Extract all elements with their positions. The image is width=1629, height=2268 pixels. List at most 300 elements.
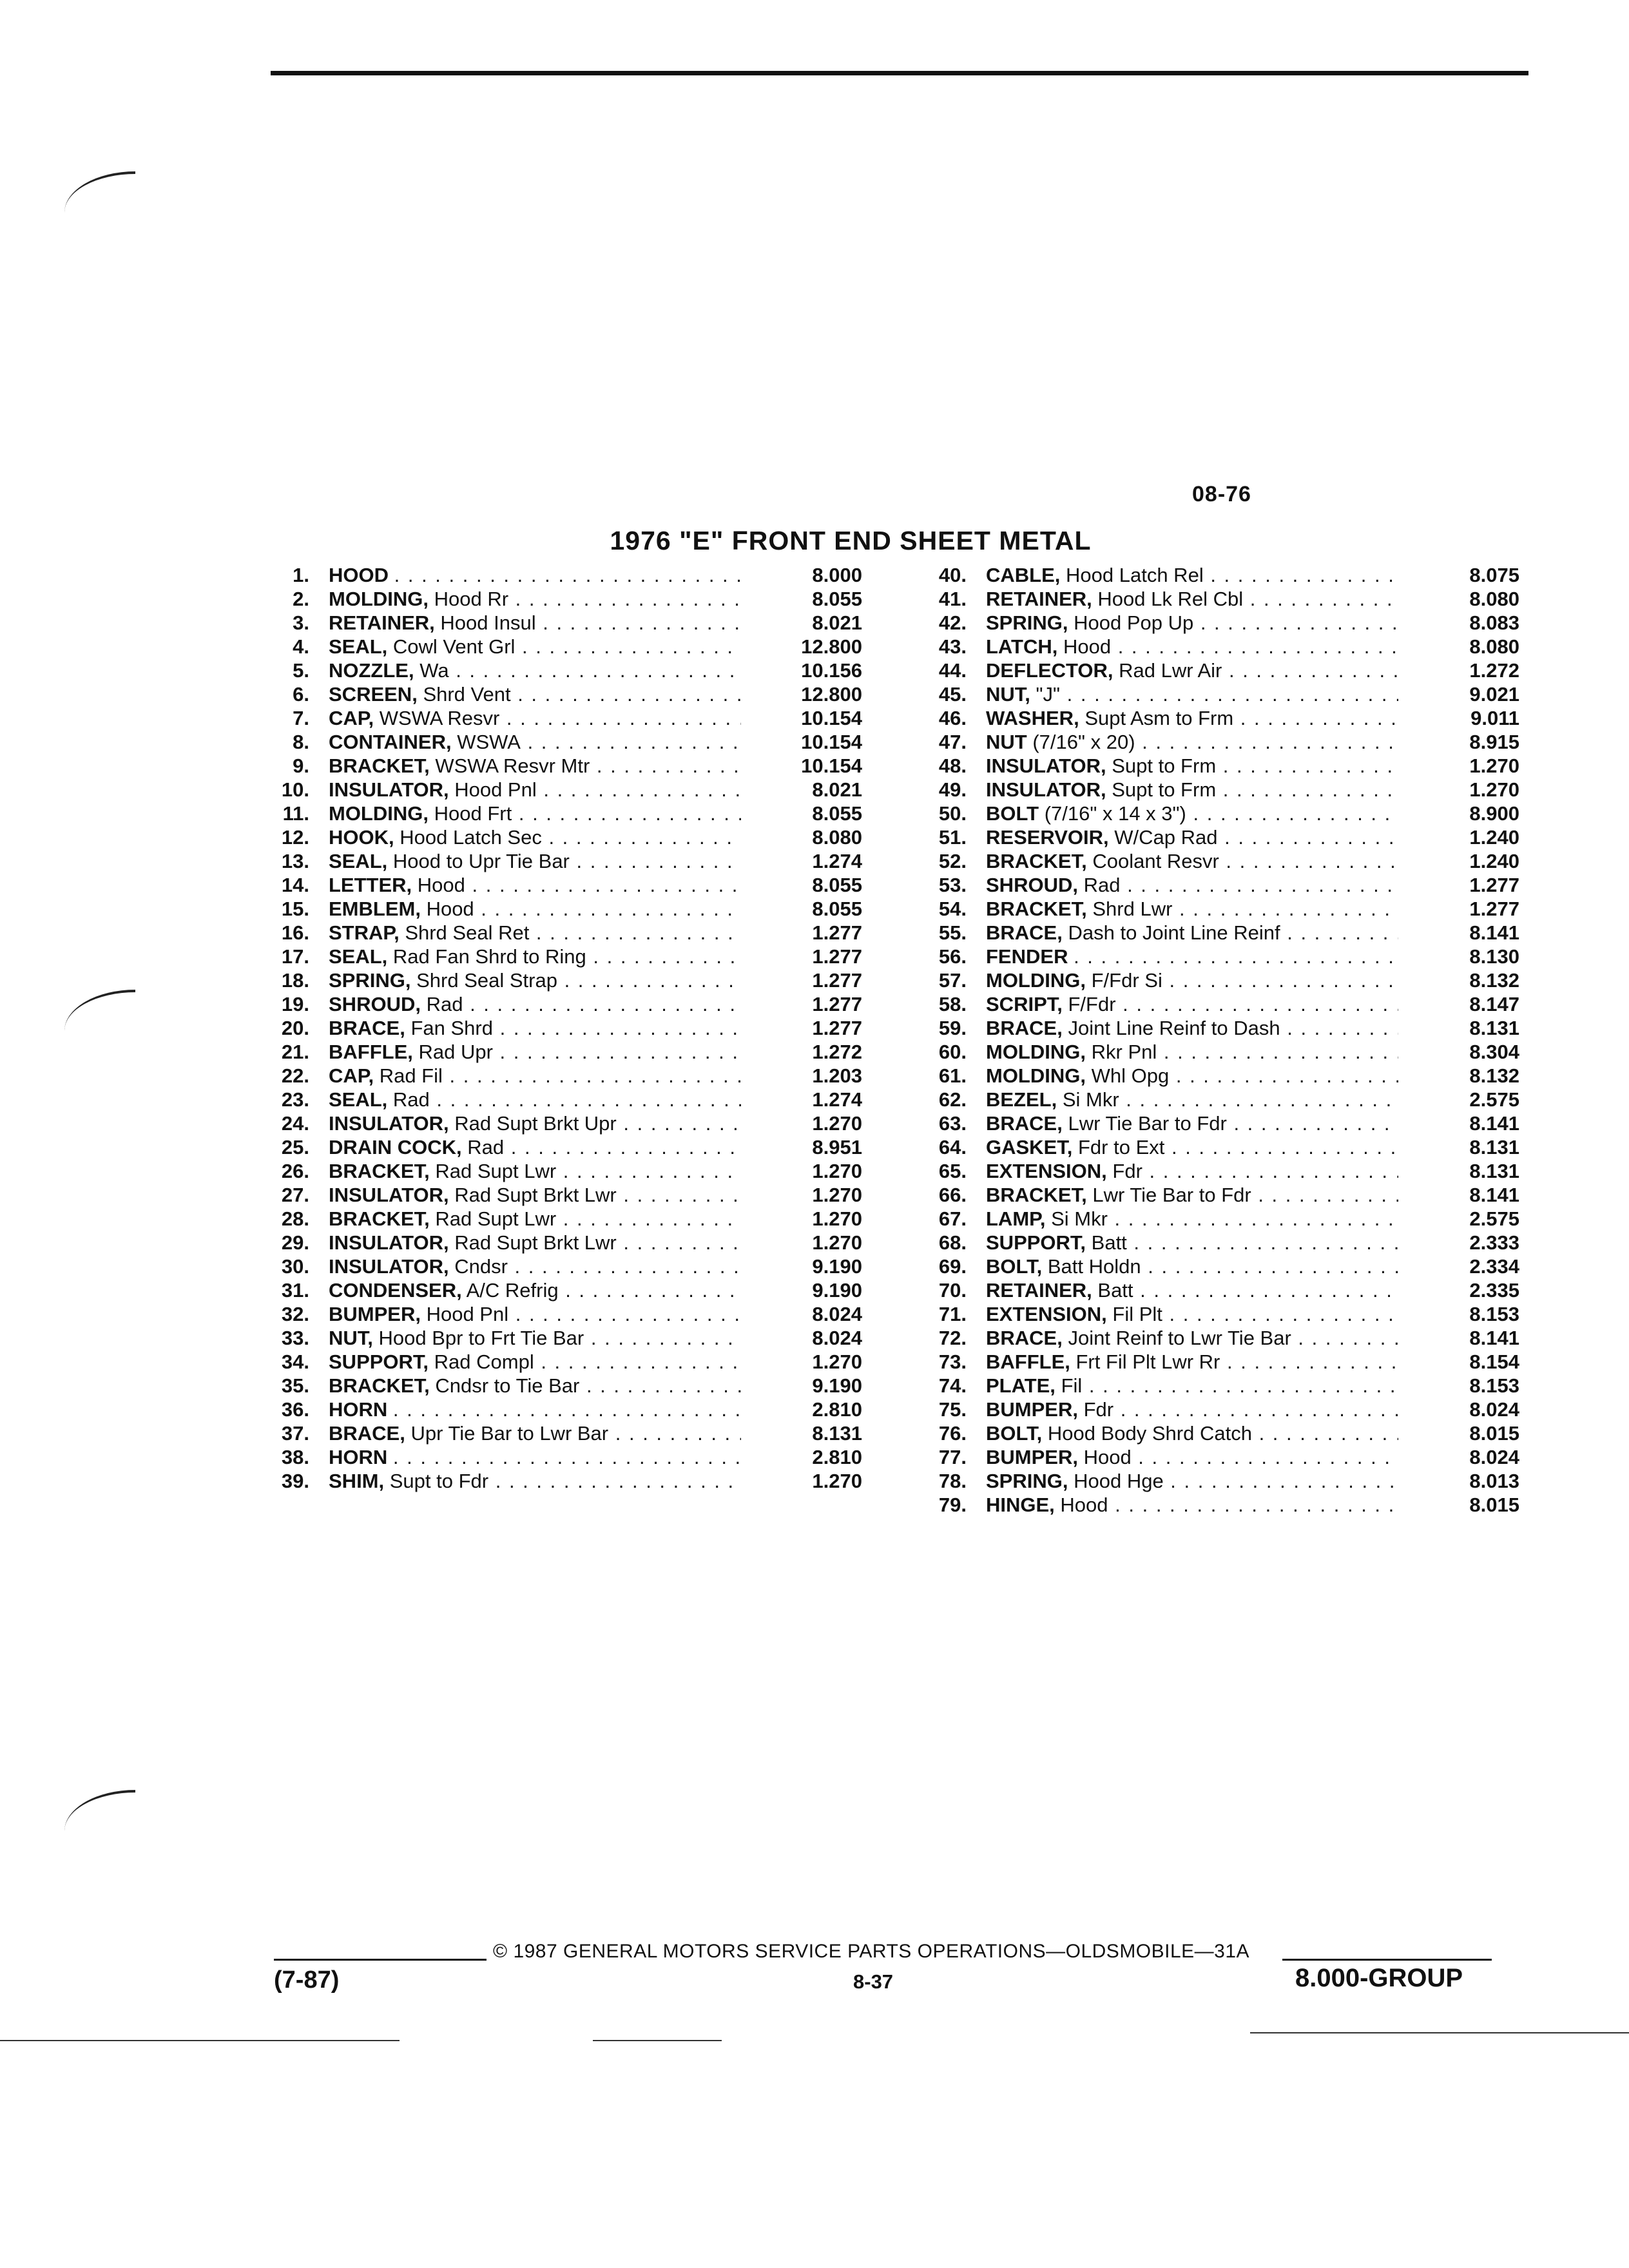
part-number: 76. [938, 1422, 967, 1445]
part-description [986, 945, 1398, 968]
part-name: BRACE, [986, 1112, 1063, 1135]
part-detail: Hood Latch Rel [1066, 564, 1204, 586]
group-reference: 8.055 [812, 802, 862, 825]
part-row [258, 1254, 870, 1278]
part-row [915, 1064, 1527, 1088]
part-detail: Rad [426, 993, 463, 1015]
part-row [915, 921, 1527, 945]
copyright-line: © 1987 GENERAL MOTORS SERVICE PARTS OPERATIONS—OLDSMOBILE—31A [493, 1941, 1250, 1962]
part-row [915, 1421, 1527, 1445]
part-detail: Supt to Fdr [389, 1470, 489, 1492]
group-reference: 2.335 [1469, 1279, 1519, 1302]
part-number: 53. [938, 874, 967, 896]
part-number: 12. [281, 826, 309, 849]
part-name: CONTAINER, [329, 731, 452, 753]
part-description [329, 682, 741, 706]
part-description [986, 635, 1398, 658]
group-reference: 8.900 [1469, 802, 1519, 825]
part-number: 72. [938, 1327, 967, 1349]
part-row [915, 1445, 1527, 1469]
part-number: 38. [281, 1446, 309, 1468]
part-number: 50. [938, 802, 967, 825]
part-row [915, 778, 1527, 802]
part-row [258, 1088, 870, 1111]
part-number: 70. [938, 1279, 967, 1302]
part-number: 36. [281, 1398, 309, 1421]
part-number: 45. [938, 683, 967, 706]
group-reference: 1.274 [812, 850, 862, 872]
part-number: 65. [938, 1160, 967, 1182]
part-row [258, 1231, 870, 1254]
part-name: SCREEN, [329, 683, 418, 706]
part-detail: Lwr Tie Bar to Fdr [1092, 1184, 1251, 1206]
part-detail: Cndsr [454, 1255, 508, 1278]
part-description [986, 1278, 1398, 1302]
part-name: SEAL, [329, 1088, 388, 1111]
part-description [329, 706, 741, 730]
part-detail: Fdr [1083, 1398, 1114, 1421]
part-name: SHROUD, [986, 874, 1078, 896]
part-description [329, 1350, 741, 1374]
part-number: 63. [938, 1112, 967, 1135]
part-description [329, 897, 741, 921]
part-name: BOLT [986, 802, 1039, 825]
part-description [986, 682, 1398, 706]
group-reference: 1.277 [812, 1017, 862, 1039]
group-reference: 8.147 [1469, 993, 1519, 1015]
group-reference: 10.156 [801, 659, 862, 682]
part-description [329, 1016, 741, 1040]
group-reference: 1.270 [812, 1160, 862, 1182]
part-row [915, 1183, 1527, 1207]
part-detail: Rad Compl [434, 1350, 534, 1373]
part-description [986, 563, 1398, 587]
group-reference: 2.575 [1469, 1207, 1519, 1230]
part-row [915, 1159, 1527, 1183]
part-name: BRACE, [986, 1327, 1063, 1349]
part-detail: Cowl Vent Grl [392, 635, 516, 658]
part-name: MOLDING, [329, 802, 429, 825]
part-number: 78. [938, 1470, 967, 1492]
part-description [986, 873, 1398, 897]
part-name: SHROUD, [329, 993, 421, 1015]
part-detail: Rad [392, 1088, 430, 1111]
part-number: 46. [938, 707, 967, 729]
part-name: DRAIN COCK, [329, 1136, 462, 1158]
part-detail: WSWA Resvr Mtr [435, 754, 590, 777]
part-name: BUMPER, [986, 1398, 1078, 1421]
part-detail: Lwr Tie Bar to Fdr [1068, 1112, 1227, 1135]
group-reference: 2.333 [1469, 1231, 1519, 1254]
part-detail: Hood Body Shrd Catch [1047, 1422, 1252, 1445]
part-number: 52. [938, 850, 967, 872]
part-name: FENDER [986, 945, 1068, 968]
group-reference: 9.190 [812, 1374, 862, 1397]
part-row [915, 968, 1527, 992]
group-reference: 1.270 [812, 1184, 862, 1206]
group-reference: 1.277 [1469, 898, 1519, 920]
group-reference: 8.083 [1469, 611, 1519, 634]
part-description [986, 1111, 1398, 1135]
part-name: BRACKET, [986, 850, 1087, 872]
part-description [986, 1398, 1398, 1421]
part-description [329, 1111, 741, 1135]
group-reference: 8.141 [1469, 1184, 1519, 1206]
part-description [986, 1064, 1398, 1088]
part-number: 19. [281, 993, 309, 1015]
part-detail: Rad Supt Lwr [435, 1207, 557, 1230]
part-row [258, 921, 870, 945]
part-row [915, 873, 1527, 897]
group-reference: 8.024 [1469, 1398, 1519, 1421]
part-detail: Wa [419, 659, 449, 682]
group-reference: 1.277 [812, 969, 862, 992]
part-description [986, 658, 1398, 682]
page-title: 1976 "E" FRONT END SHEET METAL [610, 526, 1092, 555]
part-number: 29. [281, 1231, 309, 1254]
part-name: MOLDING, [986, 1041, 1086, 1063]
part-detail: Fil [1061, 1374, 1083, 1397]
part-description [329, 945, 741, 968]
part-row [915, 611, 1527, 635]
part-number: 22. [281, 1064, 309, 1087]
part-number: 40. [938, 564, 967, 586]
part-row [258, 611, 870, 635]
part-name: BRACKET, [329, 754, 430, 777]
part-name: WASHER, [986, 707, 1079, 729]
group-reference: 1.272 [812, 1041, 862, 1063]
part-number: 28. [281, 1207, 309, 1230]
part-description [329, 1254, 741, 1278]
part-detail: F/Fdr Si [1091, 969, 1162, 992]
part-row [915, 1040, 1527, 1064]
part-number: 5. [293, 659, 309, 682]
part-name: LATCH, [986, 635, 1058, 658]
part-row [915, 587, 1527, 611]
part-name: SHIM, [329, 1470, 385, 1492]
part-name: GASKET, [986, 1136, 1073, 1158]
part-name: EXTENSION, [986, 1160, 1107, 1182]
part-row [258, 563, 870, 587]
part-detail: Hood [1060, 1494, 1108, 1516]
part-name: LETTER, [329, 874, 412, 896]
part-description [329, 1064, 741, 1088]
part-description [986, 1421, 1398, 1445]
group-reference: 8.131 [1469, 1160, 1519, 1182]
part-number: 4. [293, 635, 309, 658]
part-row [258, 1421, 870, 1445]
revision-code: (7-87) [274, 1966, 340, 1994]
part-description [986, 1493, 1398, 1517]
part-row [915, 1493, 1527, 1517]
group-reference: 10.154 [801, 707, 862, 729]
group-reference: 2.810 [812, 1398, 862, 1421]
group-reference: 8.141 [1469, 1112, 1519, 1135]
part-description [329, 658, 741, 682]
part-row [258, 825, 870, 849]
group-label: 8.000-GROUP [1295, 1964, 1463, 1992]
part-number: 13. [281, 850, 309, 872]
group-reference: 10.154 [801, 731, 862, 753]
group-reference: 1.272 [1469, 659, 1519, 682]
part-number: 7. [293, 707, 309, 729]
part-name: BRACE, [986, 1017, 1063, 1039]
part-number: 58. [938, 993, 967, 1015]
part-detail: Joint Reinf to Lwr Tie Bar [1068, 1327, 1291, 1349]
part-row [915, 945, 1527, 968]
part-row [258, 1207, 870, 1231]
part-name: RESERVOIR, [986, 826, 1109, 849]
part-description [986, 778, 1398, 802]
group-reference: 8.131 [812, 1422, 862, 1445]
group-reference: 8.055 [812, 874, 862, 896]
part-description [329, 778, 741, 802]
part-description [986, 1207, 1398, 1231]
part-number: 42. [938, 611, 967, 634]
part-name: CAP, [329, 1064, 374, 1087]
part-number: 48. [938, 754, 967, 777]
group-reference: 1.274 [812, 1088, 862, 1111]
part-number: 55. [938, 921, 967, 944]
part-row [258, 945, 870, 968]
part-number: 27. [281, 1184, 309, 1206]
part-number: 20. [281, 1017, 309, 1039]
part-name: EXTENSION, [986, 1303, 1107, 1325]
part-detail: Fil Plt [1112, 1303, 1162, 1325]
part-detail: "J" [1036, 683, 1061, 706]
part-row [915, 1350, 1527, 1374]
part-detail: Batt [1097, 1279, 1133, 1302]
part-detail: Hood [1063, 635, 1112, 658]
part-detail: Supt to Frm [1112, 754, 1217, 777]
part-number: 37. [281, 1422, 309, 1445]
part-row [258, 1350, 870, 1374]
part-number: 1. [293, 564, 309, 586]
group-reference: 8.141 [1469, 1327, 1519, 1349]
part-number: 47. [938, 731, 967, 753]
group-reference: 1.270 [1469, 778, 1519, 801]
part-name: BRACE, [986, 921, 1063, 944]
part-name: BRACKET, [986, 1184, 1087, 1206]
part-detail: Shrd Lwr [1092, 898, 1173, 920]
part-detail: Rad Upr [418, 1041, 493, 1063]
part-name: HINGE, [986, 1494, 1055, 1516]
group-reference: 8.154 [1469, 1350, 1519, 1373]
part-description [329, 1040, 741, 1064]
group-reference: 8.153 [1469, 1303, 1519, 1325]
part-detail: Hood Latch Sec [400, 826, 542, 849]
part-name: SEAL, [329, 945, 388, 968]
binder-mark [64, 990, 135, 1031]
part-description [986, 1350, 1398, 1374]
part-name: MOLDING, [986, 1064, 1086, 1087]
part-description [329, 802, 741, 825]
part-name: INSULATOR, [986, 754, 1106, 777]
part-name: BAFFLE, [329, 1041, 413, 1063]
part-name: DEFLECTOR, [986, 659, 1113, 682]
part-name: HOOD [329, 564, 389, 586]
part-detail: Coolant Resvr [1092, 850, 1219, 872]
part-row [915, 1088, 1527, 1111]
part-description [986, 611, 1398, 635]
part-name: INSULATOR, [329, 1255, 449, 1278]
part-name: RETAINER, [986, 588, 1092, 610]
part-row [258, 1064, 870, 1088]
group-reference: 1.270 [812, 1112, 862, 1135]
group-reference: 9.011 [1470, 707, 1519, 729]
part-name: BOLT, [986, 1422, 1043, 1445]
part-number: 75. [938, 1398, 967, 1421]
part-detail: Whl Opg [1091, 1064, 1170, 1087]
part-name: EMBLEM, [329, 898, 421, 920]
part-description [986, 1183, 1398, 1207]
part-row [915, 1111, 1527, 1135]
part-detail: Rkr Pnl [1091, 1041, 1157, 1063]
group-reference: 1.277 [812, 993, 862, 1015]
group-reference: 1.270 [812, 1470, 862, 1492]
part-detail: WSWA [457, 731, 521, 753]
part-description [329, 611, 741, 635]
part-name: RETAINER, [329, 611, 435, 634]
group-reference: 9.190 [812, 1279, 862, 1302]
part-name: CONDENSER, [329, 1279, 462, 1302]
part-number: 64. [938, 1136, 967, 1158]
part-description [329, 1469, 741, 1493]
part-detail: Fan Shrd [410, 1017, 493, 1039]
part-name: BRACKET, [986, 898, 1087, 920]
part-description [329, 563, 741, 587]
group-reference: 8.000 [812, 564, 862, 586]
group-reference: 8.915 [1469, 731, 1519, 753]
page-number: 8-37 [853, 1970, 894, 1993]
part-name: BUMPER, [986, 1446, 1078, 1468]
part-number: 30. [281, 1255, 309, 1278]
part-number: 17. [281, 945, 309, 968]
part-name: INSULATOR, [329, 1231, 449, 1254]
part-row [915, 658, 1527, 682]
part-name: NUT, [986, 683, 1030, 706]
part-detail: Hood Pnl [426, 1303, 509, 1325]
part-number: 71. [938, 1303, 967, 1325]
part-name: SPRING, [329, 969, 411, 992]
group-reference: 1.240 [1469, 826, 1519, 849]
part-description [986, 1040, 1398, 1064]
part-description [329, 1159, 741, 1183]
part-row [258, 587, 870, 611]
part-number: 32. [281, 1303, 309, 1325]
group-reference: 10.154 [801, 754, 862, 777]
part-description [986, 1135, 1398, 1159]
part-row [258, 1016, 870, 1040]
part-name: SEAL, [329, 850, 388, 872]
part-detail: Hood to Upr Tie Bar [392, 850, 570, 872]
part-number: 74. [938, 1374, 967, 1397]
part-row [258, 873, 870, 897]
part-name: SPRING, [986, 1470, 1068, 1492]
part-number: 69. [938, 1255, 967, 1278]
group-reference: 12.800 [801, 635, 862, 658]
part-row [258, 1445, 870, 1469]
part-row [915, 825, 1527, 849]
part-detail: Rad [1083, 874, 1121, 896]
part-name: CAP, [329, 707, 374, 729]
part-number: 68. [938, 1231, 967, 1254]
part-number: 60. [938, 1041, 967, 1063]
group-reference: 8.080 [1469, 635, 1519, 658]
group-reference: 1.277 [812, 945, 862, 968]
binder-mark [64, 171, 135, 213]
part-description [986, 1159, 1398, 1183]
part-description [329, 1231, 741, 1254]
footer-rule [274, 1959, 487, 1961]
group-reference: 1.270 [812, 1350, 862, 1373]
part-number: 26. [281, 1160, 309, 1182]
part-detail: Rad Fil [379, 1064, 443, 1087]
part-description [329, 921, 741, 945]
part-name: INSULATOR, [329, 1112, 449, 1135]
group-reference: 1.270 [1469, 754, 1519, 777]
group-reference: 2.334 [1469, 1255, 1519, 1278]
part-number: 39. [281, 1470, 309, 1492]
part-row [915, 730, 1527, 754]
part-name: BOLT, [986, 1255, 1043, 1278]
group-reference: 8.132 [1469, 969, 1519, 992]
part-detail: Fdr to Ext [1077, 1136, 1165, 1158]
part-detail: Si Mkr [1062, 1088, 1119, 1111]
part-row [915, 992, 1527, 1016]
divider [593, 2040, 722, 2041]
group-reference: 1.277 [812, 921, 862, 944]
part-row [258, 1183, 870, 1207]
part-detail: Si Mkr [1051, 1207, 1108, 1230]
part-number: 44. [938, 659, 967, 682]
part-name: PLATE, [986, 1374, 1055, 1397]
part-name: BEZEL, [986, 1088, 1057, 1111]
part-number: 43. [938, 635, 967, 658]
divider [1250, 2032, 1629, 2033]
part-detail: Hood Pop Up [1074, 611, 1194, 634]
part-row [258, 968, 870, 992]
part-description [986, 1326, 1398, 1350]
part-row [258, 1469, 870, 1493]
part-row [258, 730, 870, 754]
part-detail: Shrd Seal Ret [405, 921, 530, 944]
part-name: MOLDING, [986, 969, 1086, 992]
part-detail: (7/16" x 14 x 3") [1044, 802, 1186, 825]
part-description [986, 897, 1398, 921]
part-description [329, 730, 741, 754]
part-number: 10. [281, 778, 309, 801]
part-name: HORN [329, 1398, 388, 1421]
part-row [258, 635, 870, 658]
part-number: 8. [293, 731, 309, 753]
part-number: 25. [281, 1136, 309, 1158]
part-detail: (7/16" x 20) [1032, 731, 1135, 753]
part-detail: Batt Holdn [1047, 1255, 1141, 1278]
part-name: BUMPER, [329, 1303, 421, 1325]
part-description [986, 849, 1398, 873]
part-number: 23. [281, 1088, 309, 1111]
part-number: 15. [281, 898, 309, 920]
part-row [258, 1302, 870, 1326]
part-detail: Hood [426, 898, 474, 920]
part-row [258, 802, 870, 825]
part-description [329, 1278, 741, 1302]
part-name: BRACE, [329, 1422, 405, 1445]
group-reference: 12.800 [801, 683, 862, 706]
part-description [329, 825, 741, 849]
part-detail: Hood Rr [434, 588, 509, 610]
